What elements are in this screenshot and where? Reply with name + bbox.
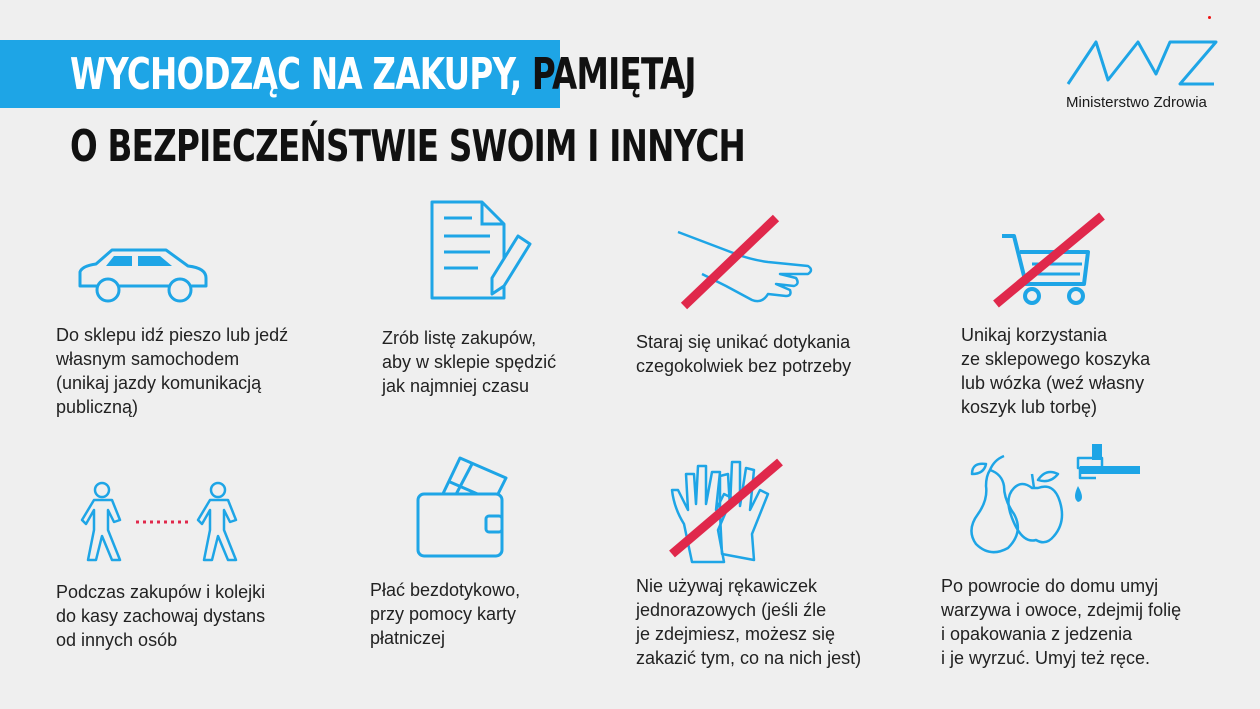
wallet-card-icon	[414, 452, 512, 562]
wash-produce-icon	[968, 444, 1142, 558]
tip-distance-text: Podczas zakupów i kolejki do kasy zachowaj dystans od innych osób	[56, 582, 266, 650]
tip-walk-or-car-text: Do sklepu idź pieszo lub jedź własnym samochodem (unikaj jazdy komunikacją publiczną)	[56, 325, 289, 417]
page-title-line1	[70, 44, 696, 104]
tip-contactless-text: Płać bezdotykowo, przy pomocy karty płatniczej	[370, 580, 521, 648]
distance-icon	[80, 480, 248, 564]
red-dot-decoration	[1208, 16, 1211, 19]
ministry-logo-text: Ministerstwo Zdrowia	[1066, 94, 1207, 111]
no-gloves-icon	[664, 454, 786, 572]
shopping-list-icon	[428, 198, 538, 304]
no-cart-icon	[992, 212, 1108, 308]
title-highlight-text: WYCHODZĄC NA ZAKUPY,	[70, 48, 522, 100]
page-title-line2: O BEZPIECZEŃSTWIE SWOIM I INNYCH	[70, 120, 746, 172]
tip-no-gloves-text: Nie używaj rękawiczek jednorazowych (jeśli źle je zdejmiesz, możesz się zakazić tym, co na nich jest)	[636, 576, 862, 668]
tip-wash-text: Po powrocie do domu umyj warzywa i owoce, zdejmij folię i opakowania z jedzenia i je wyrzuć. Umyj też ręce.	[941, 576, 1182, 668]
no-touch-icon	[672, 214, 820, 314]
tip-no-cart-text: Unikaj korzystania ze sklepowego koszyka lub wózka (weź własny koszyk lub torbę)	[961, 325, 1151, 417]
tip-no-touch-text: Staraj się unikać dotykania czegokolwiek bez potrzeby	[636, 332, 852, 376]
car-icon	[76, 244, 212, 306]
tip-shopping-list-text: Zrób listę zakupów, aby w sklepie spędzić jak najmniej czasu	[382, 328, 557, 396]
title-rest-text: PAMIĘTAJ	[531, 48, 696, 100]
